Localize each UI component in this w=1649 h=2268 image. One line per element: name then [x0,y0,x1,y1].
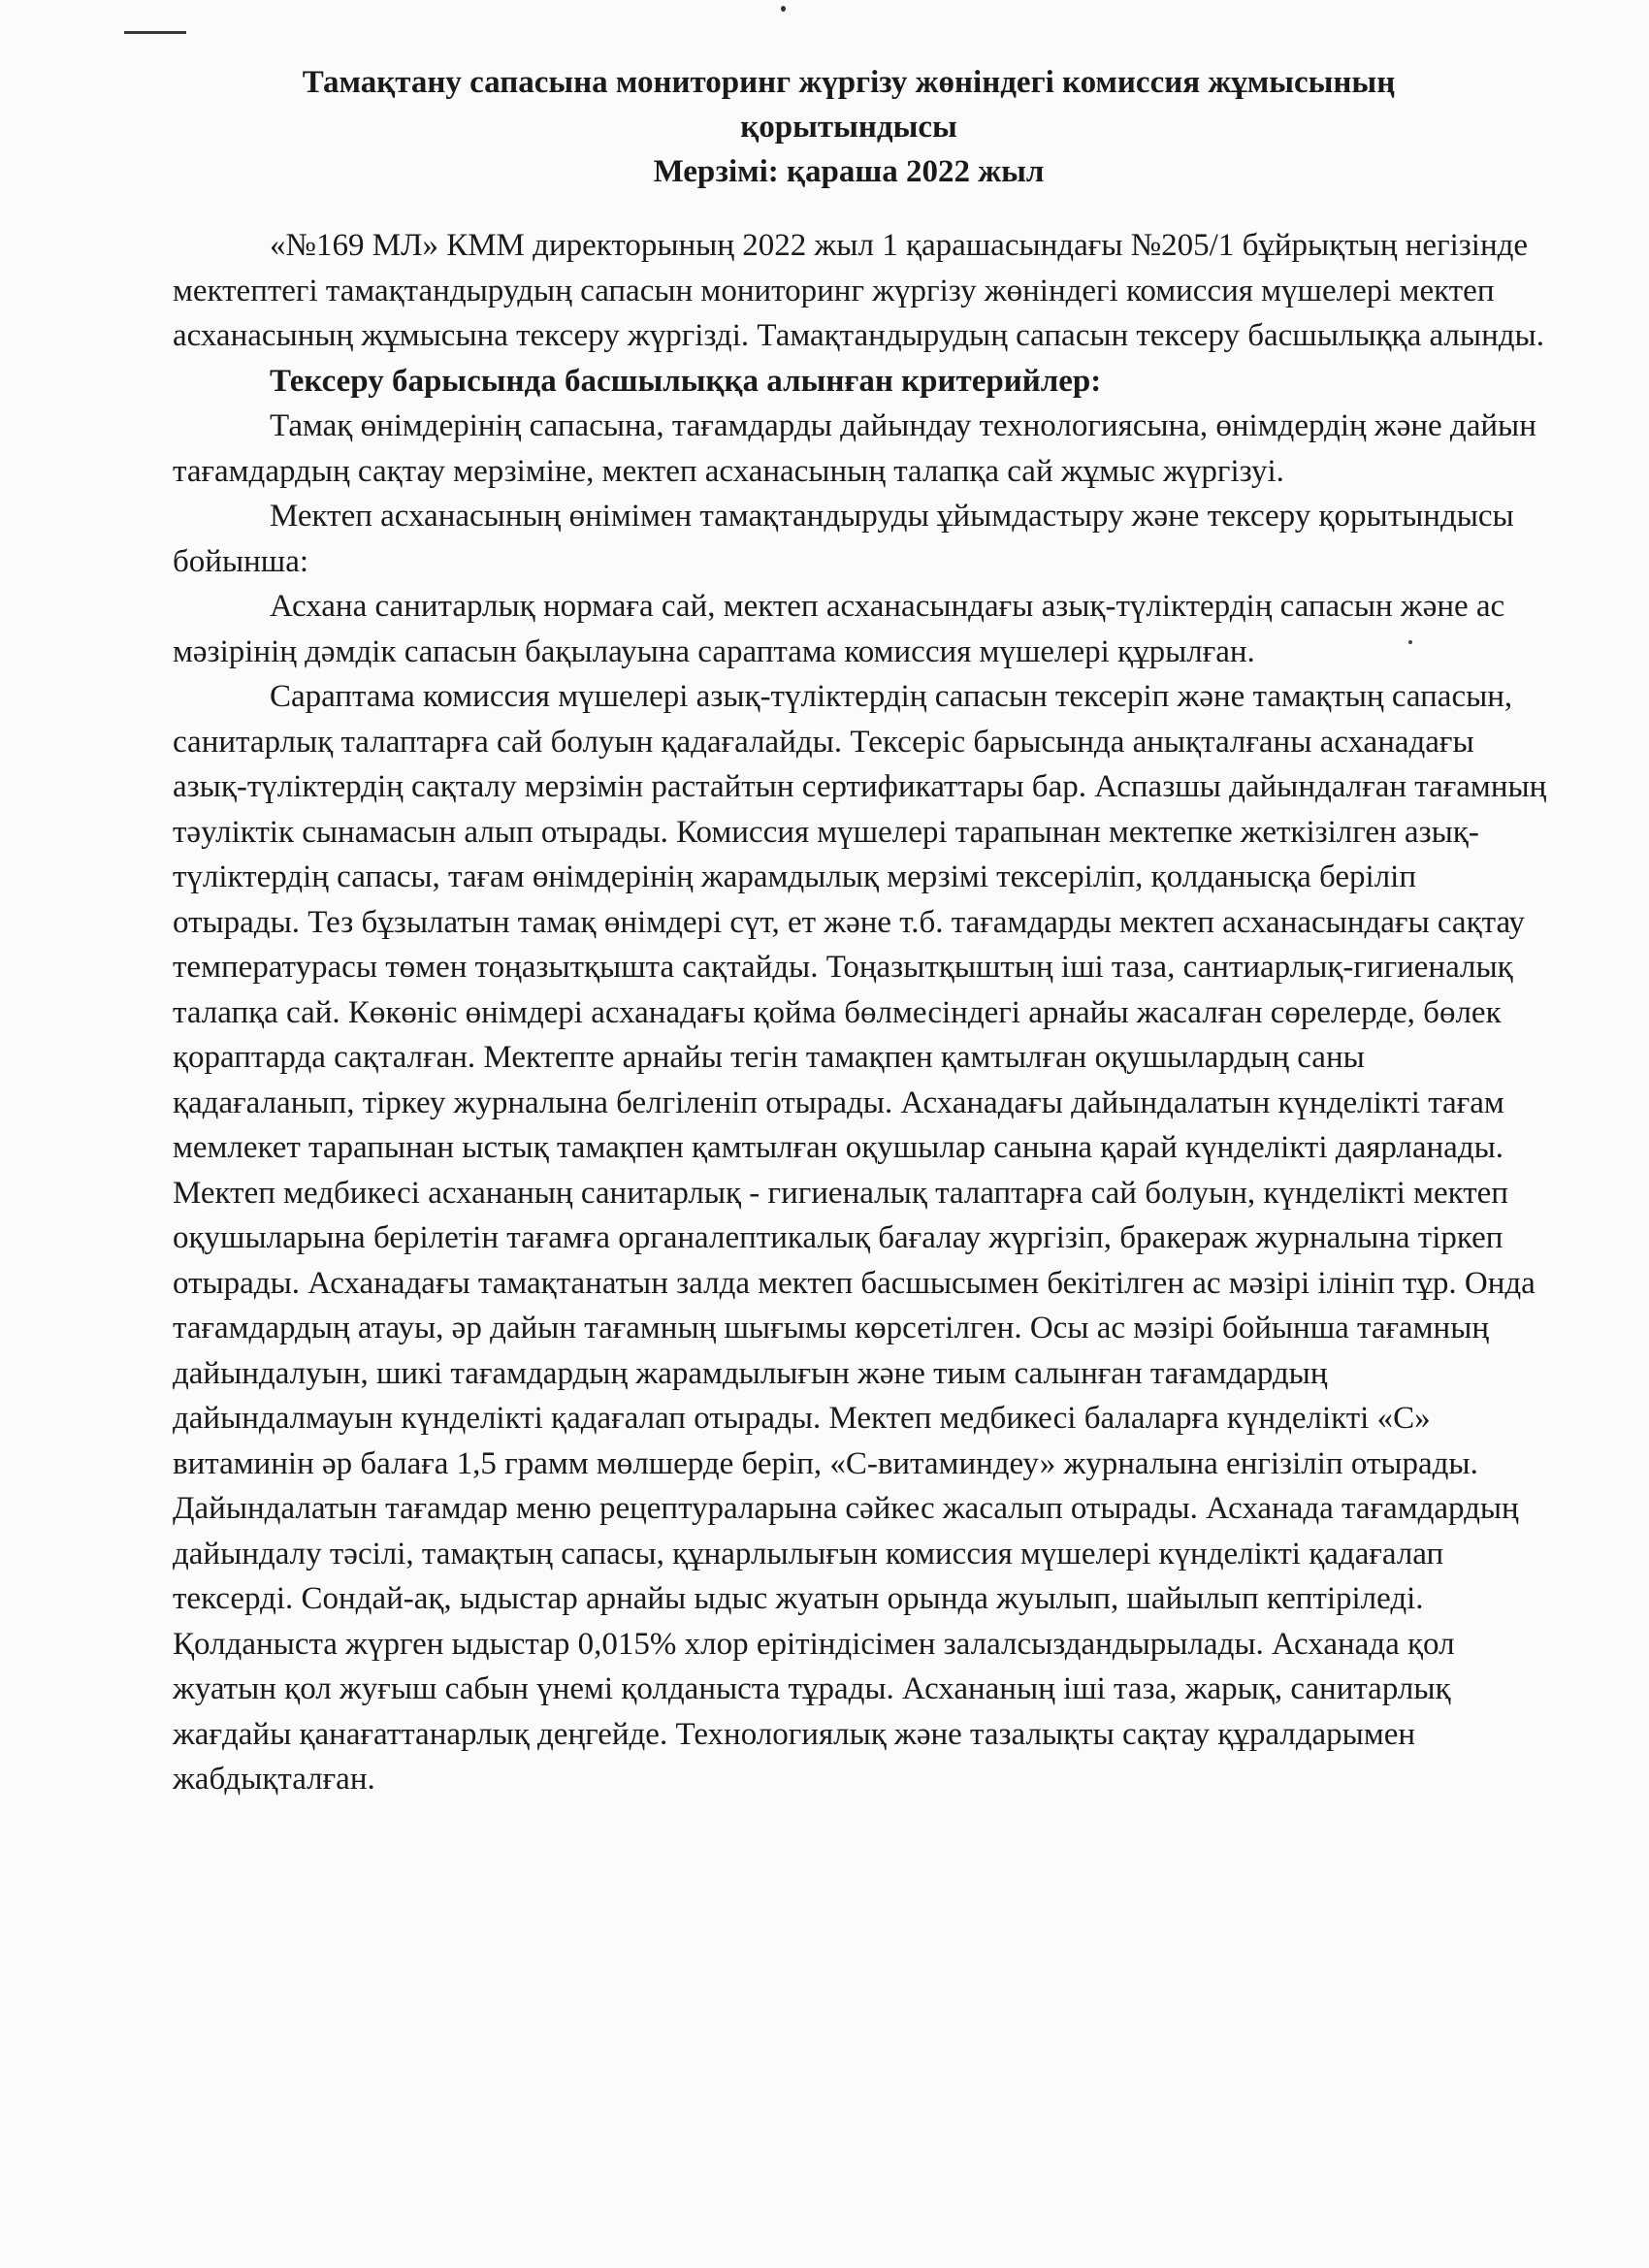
scan-speck [1408,640,1412,644]
document-body [173,223,1550,1802]
scan-mark-dot [781,6,786,12]
paragraph-results-heading: Мектеп асханасының өнімімен тамақтандыруды ұйымдастыру және тексеру қорытындысы бойынша: [173,499,1514,579]
title-line-1: Тамақтану сапасына мониторинг жүргізу жөніндегі комиссия жұмысының [302,65,1396,100]
paragraph-criteria-heading: Тексеру барысында басшылыққа алынған критерийлер: [270,363,1102,399]
paragraph-intro: «№169 МЛ» КММ директорының 2022 жыл 1 қарашасындағы №205/1 бұйрықтың негізінде мектептегі тамақтандырудың сапасын мониторинг жүргізу жөніндегі комиссия мүшелері мектеп асханасының жұмысына тексеру жүргізді. Тамақтандырудың сапасын тексеру басшылыққа алынды. [173,228,1544,353]
scan-mark-line [124,31,186,34]
paragraph-sanitary: Асхана санитарлық нормаға сай, мектеп асханасындағы азық-түліктердің сапасын және ас мәзірінің дәмдік сапасын бақылауына сараптама комиссия мүшелері құрылған. [173,589,1505,669]
document-title [165,60,1533,194]
title-line-3: Мерзімі: қараша 2022 жыл [653,154,1045,189]
paragraph-findings: Сараптама комиссия мүшелері азық-түліктердің сапасын тексеріп және тамақтың сапасын, санитарлық талаптарға сай болуын қадағалайды. Тексеріс барысында анықталғаны асханадағы азық-түліктердің сақталу мерзімін растайтын сертификаттары бар. Аспазшы дайындалған тағамның тәуліктік сынамасын алып отырады. Комиссия мүшелері тарапынан мектепке жеткізілген азық-түліктердің сапасы, тағам өнімдерінің жарамдылық мерзімі тексеріліп, қолданысқа беріліп отырады. Тез бұзылатын тамақ өнімдері сүт, ет және т.б. тағамдарды мектеп асханасындағы сақтау температурасы төмен тоңазытқышта сақтайды. Тоңазытқыштың іші таза, сантиарлық-гигиеналық талапқа сай. Көкөніс өнімдері асханадағы қойма бөлмесіндегі арнайы жасалған сөрелерде, бөлек қораптарда сақталған. Мектепте арнайы тегін тамақпен қамтылған оқушылардың саны қадағаланып, тіркеу журналына белгіленіп отырады. Асханадағы дайындалатын күнделікті тағам мемлекет тарапынан ыстық тамақпен қамтылған оқушылар санына қарай күнделікті даярланады. Мектеп медбикесі асхананың санитарлық - гигиеналық талаптарға сай болуын, күнделікті мектеп оқушыларына берілетін тағамға органалептикалық бағалау жүргізіп, бракераж журналына тіркеп отырады. Асханадағы тамақтанатын залда мектеп басшысымен бекітілген ас мәзірі ілініп тұр. Онда тағамдардың атауы, әр дайын тағамның шығымы көрсетілген. Осы ас мәзірі бойынша тағамның дайындалуын, шикі тағамдардың жарамдылығын және тиым салынған тағамдардың дайындалмауын күнделікті қадағалап отырады. Мектеп медбикесі балаларға күнделікті «С» витаминін әр балаға 1,5 грамм мөлшерде беріп, «С-витаминдеу» журналына енгізіліп отырады. Дайындалатын тағамдар меню рецептураларына сәйкес жасалып отырады. Асханада тағамдардың дайындалу тәсілі, тамақтың сапасы, құнарлылығын комиссия мүшелері күнделікті қадағалап тексерді. Сондай-ақ, ыдыстар арнайы ыдыс жуатын орында жуылып, шайылып кептіріледі. Қолданыста жүрген ыдыстар 0,015% хлор ерітіндісімен залалсыздандырылады. Асханада қол жуатын қол жуғыш сабын үнемі қолданыста тұрады. Асхананың іші таза, жарық, санитарлық жағдайы қанағаттанарлық деңгейде. Технологиялық және тазалықты сақтау құралдарымен жабдықталған. [173,679,1547,1797]
paragraph-criteria: Тамақ өнімдерінің сапасына, тағамдарды дайындау технологиясына, өнімдердің және дайын тағамдардың сақтау мерзіміне, мектеп асханасының талапқа сай жұмыс жүргізуі. [173,408,1536,489]
title-line-2: қорытындысы [740,110,957,145]
